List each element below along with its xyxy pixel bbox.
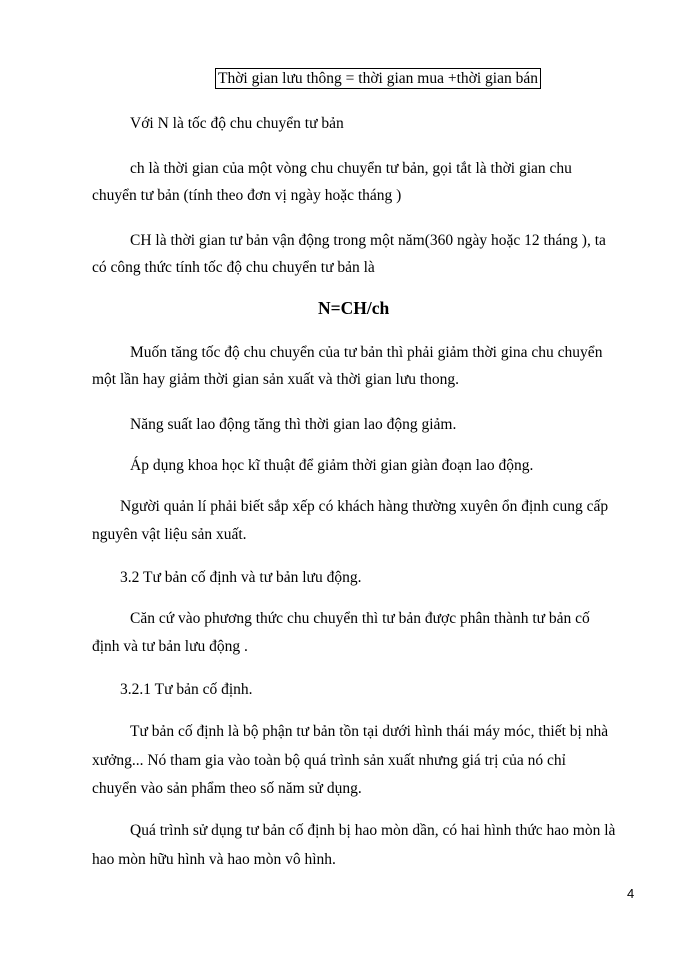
formula-speed: N=CH/ch [318, 298, 390, 318]
paragraph-line: Năng suất lao động tăng thì thời gian lao động giảm. [130, 416, 457, 433]
paragraph-line: Muốn tăng tốc độ chu chuyển của tư bản thì phải giảm thời gina chu chuyển [130, 344, 603, 361]
formula-box: Thời gian lưu thông = thời gian mua +thời gian bán [215, 68, 541, 89]
paragraph-line: CH là thời gian tư bản vận động trong một năm(360 ngày hoặc 12 tháng ), ta [130, 232, 606, 249]
paragraph-line: định và tư bản lưu động . [92, 638, 248, 655]
paragraph-line: Người quản lí phải biết sắp xếp có khách hàng thường xuyên ổn định cung cấp [120, 498, 609, 515]
paragraph-line: Quá trình sử dụng tư bản cố định bị hao mòn dần, có hai hình thức hao mòn là [130, 822, 616, 839]
paragraph-line: chuyển tư bản (tính theo đơn vị ngày hoặc tháng ) [92, 187, 402, 204]
paragraph-line: có công thức tính tốc độ chu chuyển tư bản là [92, 259, 375, 276]
paragraph-line: Căn cứ vào phương thức chu chuyển thì tư bản được phân thành tư bản cố [130, 610, 590, 627]
paragraph-line: hao mòn hữu hình và hao mòn vô hình. [92, 851, 336, 868]
paragraph-line: xưởng... Nó tham gia vào toàn bộ quá trình sản xuất nhưng giá trị của nó chỉ [92, 752, 566, 769]
paragraph-line: nguyên vật liệu sản xuất. [92, 526, 247, 543]
paragraph-line: Với N là tốc độ chu chuyển tư bản [130, 115, 344, 132]
paragraph-line: chuyển vào sản phẩm theo số năm sử dụng. [92, 780, 362, 797]
page-number: 4 [627, 886, 635, 901]
paragraph-line: Tư bản cố định là bộ phận tư bản tồn tại dưới hình thái máy móc, thiết bị nhà [130, 723, 609, 740]
paragraph-line: ch là thời gian của một vòng chu chuyển tư bản, gọi tắt là thời gian chu [130, 160, 572, 177]
formula-box-line [215, 68, 541, 89]
paragraph-line: một lần hay giảm thời gian sản xuất và thời gian lưu thong. [92, 371, 460, 388]
section-heading: 3.2 Tư bản cố định và tư bản lưu động. [120, 569, 362, 586]
paragraph-line: Áp dụng khoa học kĩ thuật để giảm thời gian giàn đoạn lao động. [130, 457, 534, 474]
subsection-heading: 3.2.1 Tư bản cố định. [120, 681, 253, 698]
